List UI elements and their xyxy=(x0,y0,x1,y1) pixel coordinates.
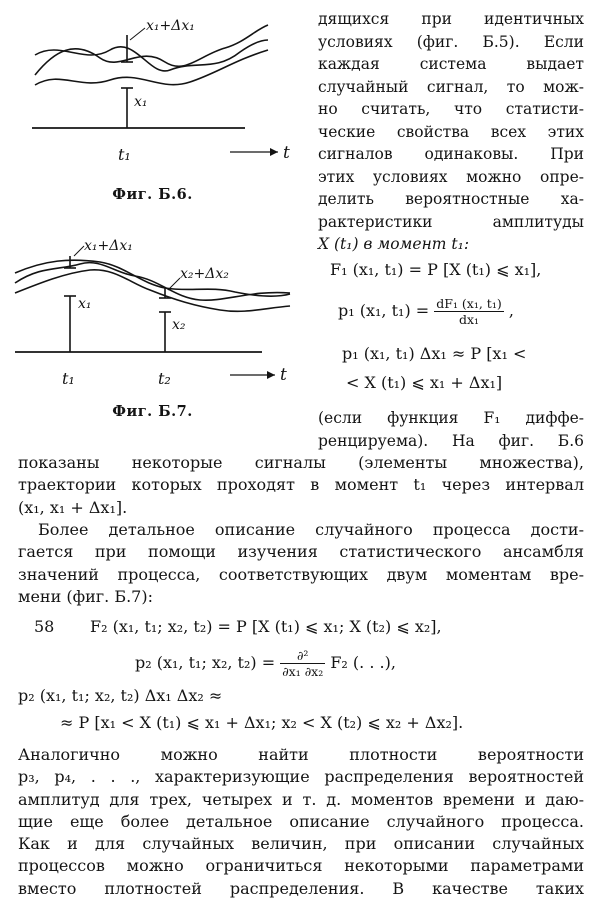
label-t1: t₁ xyxy=(118,145,131,164)
figure-b7 xyxy=(0,228,305,400)
equation-p2-approx-b: ≈ P [x₁ < X (t₁) ⩽ x₁ + Δx₁; x₂ < X (t₂) ⩽ x₂ + Δx₂]. xyxy=(60,713,464,732)
text-line: условиях (фиг. Б.5). Если xyxy=(318,32,584,51)
eq-tail: F₂ (. . .), xyxy=(330,653,396,672)
signal-curve-3 xyxy=(35,50,268,85)
text-line: сигналов одинаковы. При xyxy=(318,145,584,163)
text-line: случайный сигнал, то мож- xyxy=(318,77,584,96)
text-line: значений процесса, соответствующих двум моментам вре- xyxy=(18,564,584,584)
eq-tail: , xyxy=(508,301,514,320)
equation-f1: F₁ (x₁, t₁) = P [X (t₁) ⩽ x₁], xyxy=(330,260,542,279)
equation-p1-approx-a: p₁ (x₁, t₁) Δx₁ ≈ P [x₁ < xyxy=(342,344,527,363)
equation-p1-derivative xyxy=(338,296,514,327)
paragraph-2 xyxy=(18,519,584,608)
figure-b6-caption: Фиг. Б.6. xyxy=(112,186,193,203)
label-x2: x₂ xyxy=(172,317,186,333)
text-line: Аналогично можно найти плотности вероятности xyxy=(18,745,584,764)
numerator: dF₁ (x₁, t₁) xyxy=(436,296,502,311)
eq-lhs: p₂ (x₁, t₁; x₂, t₂) = xyxy=(135,653,276,672)
right-column-text xyxy=(318,8,584,256)
right-column-text-after xyxy=(318,407,584,452)
text-line: мени (фиг. Б.7): xyxy=(18,586,153,606)
equation-p2-derivative xyxy=(135,648,396,679)
text-line: амплитуд для трех, четырех и т. д. моментов времени и даю- xyxy=(18,789,584,809)
text-line: делить вероятностные ха- xyxy=(318,190,584,208)
label-x1: x₁ xyxy=(78,296,92,312)
text-line: (x₁, x₁ + Δx₁]. xyxy=(18,497,128,517)
text-line: рактеристики амплитуды xyxy=(318,212,584,231)
text-line: щие еще более детальное описание случайного процесса. xyxy=(18,811,584,831)
text-line: ческие свойства всех этих xyxy=(318,122,584,141)
text-line: показаны некоторые сигналы (элементы множества), xyxy=(18,453,584,472)
label-x1: x₁ xyxy=(134,94,148,110)
label-x2-plus-dx2: x₂+Δx₂ xyxy=(180,266,229,282)
text-line: (если функция F₁ диффе- xyxy=(318,409,584,427)
text-line: вместо плотностей распределения. В качестве таких xyxy=(18,878,584,898)
text-line: процессов можно ограничиться некоторыми параметрами xyxy=(18,856,584,876)
text-line: гается при помощи изучения статистического ансамбля xyxy=(18,542,584,562)
label-x1-plus-dx1: x₁+Δx₁ xyxy=(146,18,195,34)
equation-p1-approx-b: < X (t₁) ⩽ x₁ + Δx₁] xyxy=(346,373,503,392)
eq-lhs: p₁ (x₁, t₁) = xyxy=(338,301,430,320)
text-line: Более детальное описание случайного процесса дости- xyxy=(38,520,584,539)
paragraph-3 xyxy=(18,744,584,900)
denominator: ∂x₁ ∂x₂ xyxy=(282,664,324,679)
fraction xyxy=(434,296,503,327)
label-x1-plus-dx1: x₁+Δx₁ xyxy=(84,238,133,254)
text-line: траектории которых проходят в момент t₁ через интервал xyxy=(18,475,584,495)
figure-b6 xyxy=(0,0,305,175)
text-line: дящихся при идентичных xyxy=(318,10,584,28)
fraction xyxy=(280,648,325,679)
label-t1: t₁ xyxy=(62,369,75,388)
signal-curve-2 xyxy=(15,270,290,312)
text-line: p₃, p₄, . . ., характеризующие распределения вероятностей xyxy=(18,767,584,787)
numerator: ∂² xyxy=(280,648,325,664)
text-line: каждая система выдает xyxy=(318,55,584,73)
paragraph-1 xyxy=(18,452,584,519)
text-line: ренцируема). На фиг. Б.6 xyxy=(318,431,584,450)
text-line: но считать, что статисти- xyxy=(318,100,584,118)
equation-f2: F₂ (x₁, t₁; x₂, t₂) = P [X (t₁) ⩽ x₁; X (t₂) ⩽ x₂], xyxy=(90,617,442,636)
arrow-head xyxy=(267,371,275,379)
label-t2: t₂ xyxy=(158,369,171,388)
text-line: X (t₁) в момент t₁: xyxy=(318,235,470,253)
equation-p2-approx-a: p₂ (x₁, t₁; x₂, t₂) Δx₁ Δx₂ ≈ xyxy=(18,686,223,705)
page-number: 58 xyxy=(34,617,55,636)
arrow-head xyxy=(270,148,278,156)
label-t: t xyxy=(283,143,290,163)
text-line: Как и для случайных величин, при описании случайных xyxy=(18,834,584,854)
figure-b7-caption: Фиг. Б.7. xyxy=(112,403,193,420)
denominator: dx₁ xyxy=(458,312,480,327)
text-line: этих условиях можно опре- xyxy=(318,167,584,186)
label-t: t xyxy=(280,365,287,385)
